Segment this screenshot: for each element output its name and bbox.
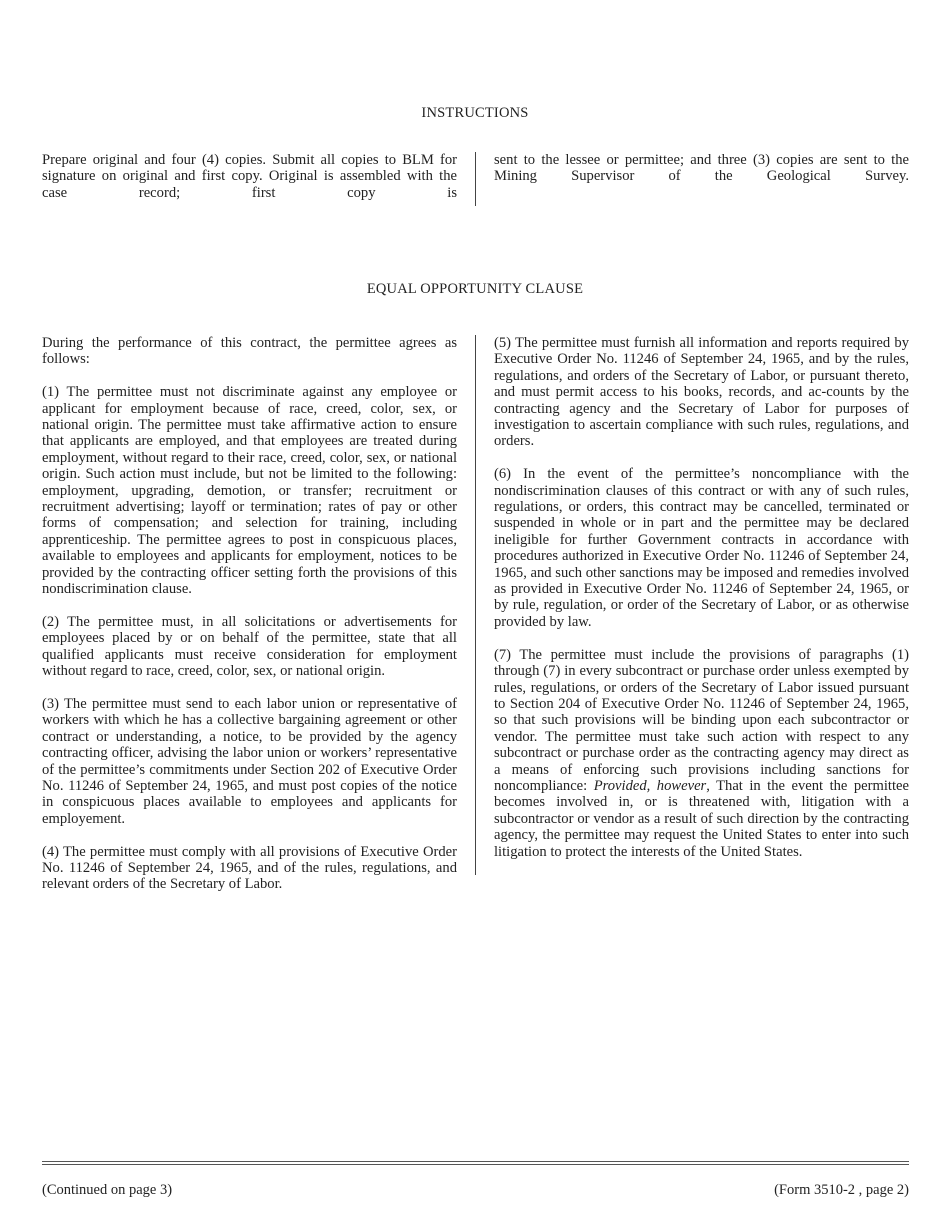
eoc-column-divider [475,335,476,875]
eoc-paragraph-2: (2) The permittee must, in all solicitations or advertisements for employees placed by or on behalf of the permittee, state that all qualified applicants must receive consideration for employment without regard to race, creed, color, sex, or national origin. [42,613,457,680]
eoc-paragraph-1: (1) The permittee must not discriminate against any employee or applicant for employment because of race, creed, color, sex, or national origin. The permittee must take affirmative action to ensure that applicants are employed, and that employees are treated during employment, without regard to their race, creed, color, sex, or national origin. Such action must include, but not be limited to the following: employment, upgrading, demotion, or transfer; recruitment or recruitment advertising; layoff or termination; rates of pay or other forms of compensation; and selection for training, including apprenticeship. The permittee agrees to post in conspicuous places, available to employees and applicants for employment, notices to be provided by the contracting officer setting forth the provisions of this nondiscrimination clause. [42,384,457,598]
eoc-paragraph-3: (3) The permittee must send to each labor union or representative of workers with which he has a collective bargaining agreement or other contract or understanding, a notice, to be provided by the agency contracting officer, advising the labor union or workers’ representative of the permittee’s commitments under Section 202 of Executive Order No. 11246 of September 24, 1965, and must post copies of the notice in conspicuous places available to employees and applicants for employement. [42,695,457,827]
footer-double-rule [42,1161,909,1165]
eoc-paragraph-7-part-a: (7) The permittee must include the provisions of paragraphs (1) through (7) in every subcontract or purchase order unless exempted by rules, regulations, or orders of the Secretary of Labor issued pursuant to Section 204 of Executive Order No. 11246 of September 24, 1965, so that such provisions will be binding upon each subcontractor or vendor. The permittee must take such action with respect to any subcontract or purchase order as the contracting agency may direct as a means of enforcing such provisions including sanctions for noncompliance: [494,646,909,794]
instructions-right-column [494,152,909,185]
eoc-paragraph-5: (5) The permittee must furnish all information and reports required by Executive Order No. 11246 of September 24, 1965, and by the rules, regulations, and orders of the Secretary of Labor, or pursuant thereto, and must permit access to his books, records, and ac-counts by the contracting agency and the Secretary of Labor for purposes of investigation to ascertain compliance with such rules, regulations, and orders. [494,335,909,450]
eoc-paragraph-6: (6) In the event of the permittee’s noncompliance with the nondiscrimination clauses of this contract or with any of such rules, regulations, or orders, this contract may be cancelled, terminated or suspended in whole or in part and the permittee may be declared ineligible for further Government contracts in accordance with procedures authorized in Executive Order No. 11246 of September 24, 1965, and such other sanctions may be imposed and remedies involved as provided in Executive Order No. 11246 of September 24, 1965, or by rule, regulation, or order of the Secretary of Labor, or as otherwise provided by law. [494,466,909,630]
instructions-left-column [42,152,457,201]
eoc-paragraph-7-proviso: Provided, however [593,777,707,794]
instructions-column-divider [475,152,476,206]
instructions-text-right: sent to the lessee or permittee; and three (3) copies are sent to the Mining Supervisor of the Geological Survey. [494,152,909,185]
eoc-paragraph-7 [494,647,909,860]
instructions-text-left: Prepare original and four (4) copies. Submit all copies to BLM for signature on original and first copy. Original is assembled with the case record; first copy is [42,152,457,201]
footer-form-number: (Form 3510-2 , page 2) [774,1182,909,1198]
eoc-intro: During the performance of this contract, the permittee agrees as follows: [42,335,457,368]
eoc-left-column [42,335,457,893]
instructions-title: INSTRUCTIONS [421,105,529,121]
equal-opportunity-title: EQUAL OPPORTUNITY CLAUSE [366,281,584,297]
eoc-paragraph-7-part-b: , That in the event the permittee becomes involved in, or is threatened with, litigation with a subcontractor or vendor as a result of such direction by the contracting agency, the permittee may request the United States to enter into such litigation to protect the interests of the United States. [494,777,909,860]
eoc-paragraph-4: (4) The permittee must comply with all provisions of Executive Order No. 11246 of September 24, 1965, and of the rules, regulations, and relevant orders of the Secretary of Labor. [42,843,457,893]
eoc-right-column [494,335,909,860]
footer-continued-note: (Continued on page 3) [42,1182,173,1198]
